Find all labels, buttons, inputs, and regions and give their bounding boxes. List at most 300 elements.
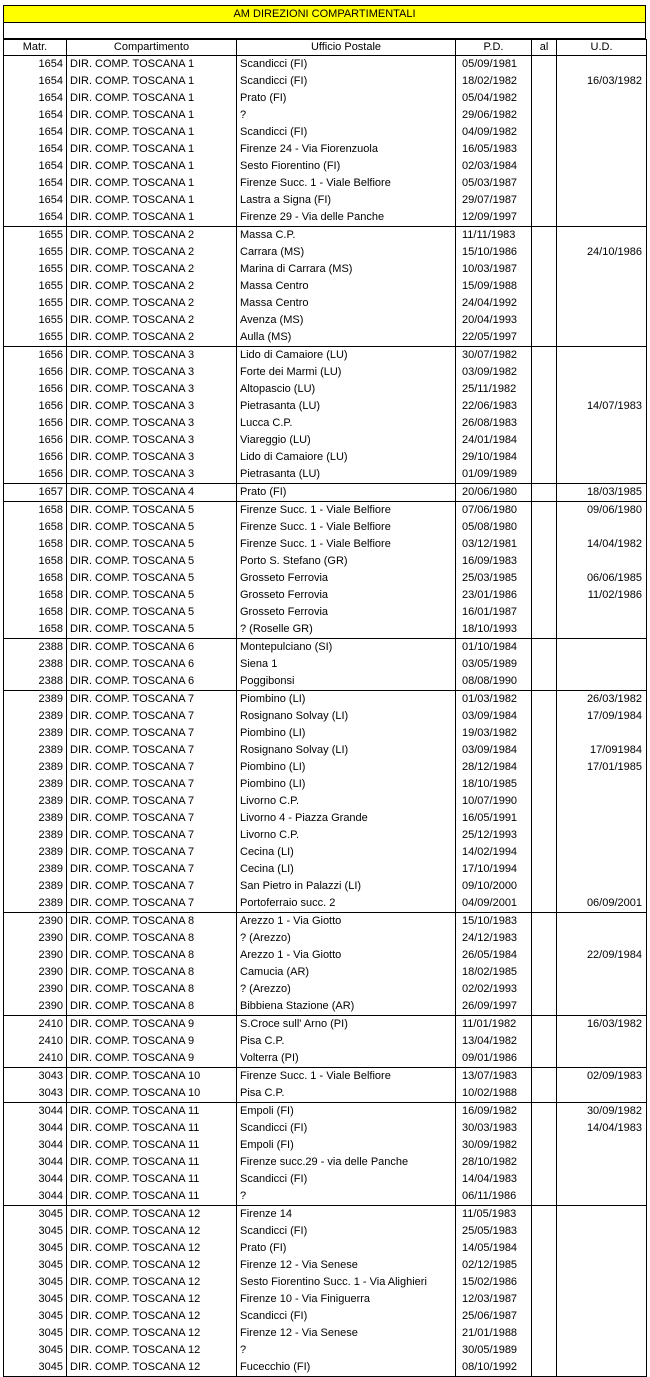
table-row	[4, 1085, 647, 1103]
cell-ufficio-postale: Firenze 12 - Via Senese	[237, 1325, 456, 1342]
cell-ud	[557, 930, 647, 947]
cell-pd: 16/09/1983	[456, 553, 532, 570]
cell-ud	[557, 107, 647, 124]
cell-ufficio-postale: Firenze succ.29 - via delle Panche	[237, 1154, 456, 1171]
cell-ufficio-postale: Firenze Succ. 1 - Viale Belfiore	[237, 1068, 456, 1086]
cell-matr: 1655	[4, 278, 67, 295]
cell-al	[532, 381, 557, 398]
cell-matr: 1655	[4, 227, 67, 245]
cell-ud: 14/04/1982	[557, 536, 647, 553]
table-row	[4, 1359, 647, 1377]
cell-al	[532, 1223, 557, 1240]
cell-al	[532, 553, 557, 570]
cell-ud: 06/09/2001	[557, 895, 647, 913]
cell-compartimento: DIR. COMP. TOSCANA 12	[67, 1240, 237, 1257]
cell-compartimento: DIR. COMP. TOSCANA 1	[67, 209, 237, 227]
cell-ufficio-postale: Prato (FI)	[237, 484, 456, 502]
cell-matr: 3045	[4, 1308, 67, 1325]
cell-matr: 2390	[4, 947, 67, 964]
cell-compartimento: DIR. COMP. TOSCANA 2	[67, 295, 237, 312]
cell-ufficio-postale: Lastra a Signa (FI)	[237, 192, 456, 209]
table-row	[4, 639, 647, 657]
table-row	[4, 998, 647, 1016]
cell-pd: 25/06/1987	[456, 1308, 532, 1325]
table-row	[4, 1223, 647, 1240]
cell-matr: 3045	[4, 1342, 67, 1359]
cell-pd: 14/04/1983	[456, 1171, 532, 1188]
cell-ud	[557, 827, 647, 844]
table-row	[4, 329, 647, 347]
cell-al	[532, 415, 557, 432]
cell-ud	[557, 553, 647, 570]
cell-compartimento: DIR. COMP. TOSCANA 5	[67, 536, 237, 553]
cell-ufficio-postale: ? (Roselle GR)	[237, 621, 456, 639]
table-row	[4, 432, 647, 449]
table-row	[4, 1274, 647, 1291]
blank-row	[3, 23, 646, 39]
table-row	[4, 810, 647, 827]
cell-matr: 1654	[4, 124, 67, 141]
cell-pd: 24/12/1983	[456, 930, 532, 947]
cell-compartimento: DIR. COMP. TOSCANA 6	[67, 673, 237, 691]
cell-al	[532, 1154, 557, 1171]
cell-compartimento: DIR. COMP. TOSCANA 5	[67, 553, 237, 570]
cell-ufficio-postale: Massa C.P.	[237, 227, 456, 245]
cell-al	[532, 261, 557, 278]
cell-matr: 2410	[4, 1033, 67, 1050]
table-row	[4, 895, 647, 913]
cell-ufficio-postale: Firenze 24 - Via Fiorenzuola	[237, 141, 456, 158]
cell-ud: 14/04/1983	[557, 1120, 647, 1137]
cell-al	[532, 861, 557, 878]
cell-al	[532, 295, 557, 312]
table-row	[4, 278, 647, 295]
cell-matr: 1656	[4, 381, 67, 398]
cell-compartimento: DIR. COMP. TOSCANA 8	[67, 998, 237, 1016]
cell-ud	[557, 1033, 647, 1050]
cell-ufficio-postale: Firenze 14	[237, 1206, 456, 1224]
cell-compartimento: DIR. COMP. TOSCANA 3	[67, 466, 237, 484]
table-row	[4, 878, 647, 895]
cell-compartimento: DIR. COMP. TOSCANA 2	[67, 244, 237, 261]
cell-ufficio-postale: Pietrasanta (LU)	[237, 398, 456, 415]
cell-ud	[557, 1291, 647, 1308]
cell-matr: 1655	[4, 261, 67, 278]
cell-pd: 07/06/1980	[456, 502, 532, 520]
cell-compartimento: DIR. COMP. TOSCANA 1	[67, 124, 237, 141]
cell-ufficio-postale: Piombino (LI)	[237, 759, 456, 776]
cell-pd: 26/08/1983	[456, 415, 532, 432]
cell-pd: 15/10/1986	[456, 244, 532, 261]
cell-matr: 2388	[4, 656, 67, 673]
cell-ud	[557, 158, 647, 175]
cell-ufficio-postale: Firenze Succ. 1 - Viale Belfiore	[237, 519, 456, 536]
cell-ud	[557, 466, 647, 484]
cell-matr: 1658	[4, 621, 67, 639]
table-row	[4, 1171, 647, 1188]
cell-ud	[557, 964, 647, 981]
table-row	[4, 364, 647, 381]
cell-ufficio-postale: Forte dei Marmi (LU)	[237, 364, 456, 381]
cell-compartimento: DIR. COMP. TOSCANA 7	[67, 827, 237, 844]
cell-compartimento: DIR. COMP. TOSCANA 11	[67, 1103, 237, 1121]
cell-al	[532, 827, 557, 844]
records-table	[3, 39, 647, 1377]
cell-al	[532, 312, 557, 329]
header-ufficio-postale: Ufficio Postale	[237, 40, 456, 56]
cell-pd: 01/09/1989	[456, 466, 532, 484]
cell-pd: 14/02/1994	[456, 844, 532, 861]
cell-compartimento: DIR. COMP. TOSCANA 3	[67, 432, 237, 449]
sheet-title: AM DIREZIONI COMPARTIMENTALI	[3, 5, 646, 23]
cell-pd: 29/10/1984	[456, 449, 532, 466]
cell-compartimento: DIR. COMP. TOSCANA 7	[67, 725, 237, 742]
table-row	[4, 502, 647, 520]
cell-matr: 3044	[4, 1103, 67, 1121]
cell-pd: 10/02/1988	[456, 1085, 532, 1103]
cell-compartimento: DIR. COMP. TOSCANA 1	[67, 158, 237, 175]
table-row	[4, 656, 647, 673]
cell-ufficio-postale: Arezzo 1 - Via Giotto	[237, 913, 456, 931]
cell-ud: 17/09/1984	[557, 708, 647, 725]
cell-compartimento: DIR. COMP. TOSCANA 2	[67, 261, 237, 278]
cell-pd: 24/01/1984	[456, 432, 532, 449]
cell-al	[532, 1359, 557, 1377]
cell-pd: 08/10/1992	[456, 1359, 532, 1377]
table-row	[4, 604, 647, 621]
cell-ud	[557, 1154, 647, 1171]
cell-al	[532, 158, 557, 175]
cell-ud	[557, 124, 647, 141]
table-row	[4, 1068, 647, 1086]
cell-ud	[557, 381, 647, 398]
cell-matr: 1657	[4, 484, 67, 502]
cell-ud	[557, 1359, 647, 1377]
cell-ufficio-postale: Livorno C.P.	[237, 793, 456, 810]
cell-ud	[557, 776, 647, 793]
cell-compartimento: DIR. COMP. TOSCANA 4	[67, 484, 237, 502]
cell-matr: 1656	[4, 364, 67, 381]
cell-al	[532, 484, 557, 502]
table-row	[4, 1206, 647, 1224]
cell-pd: 11/01/1982	[456, 1016, 532, 1034]
cell-compartimento: DIR. COMP. TOSCANA 8	[67, 913, 237, 931]
cell-ufficio-postale: Sesto Fiorentino Succ. 1 - Via Alighieri	[237, 1274, 456, 1291]
cell-ud	[557, 861, 647, 878]
cell-ufficio-postale: Piombino (LI)	[237, 725, 456, 742]
table-row	[4, 227, 647, 245]
cell-ud	[557, 725, 647, 742]
cell-pd: 26/09/1997	[456, 998, 532, 1016]
cell-compartimento: DIR. COMP. TOSCANA 10	[67, 1068, 237, 1086]
cell-compartimento: DIR. COMP. TOSCANA 3	[67, 449, 237, 466]
cell-matr: 2390	[4, 981, 67, 998]
cell-pd: 19/03/1982	[456, 725, 532, 742]
cell-compartimento: DIR. COMP. TOSCANA 8	[67, 981, 237, 998]
cell-ufficio-postale: Livorno 4 - Piazza Grande	[237, 810, 456, 827]
cell-al	[532, 844, 557, 861]
cell-ufficio-postale: Firenze 10 - Via Finiguerra	[237, 1291, 456, 1308]
cell-ufficio-postale: Livorno C.P.	[237, 827, 456, 844]
cell-al	[532, 570, 557, 587]
cell-ud	[557, 1085, 647, 1103]
cell-ud: 16/03/1982	[557, 73, 647, 90]
cell-ud	[557, 1171, 647, 1188]
table-row	[4, 1257, 647, 1274]
table-row	[4, 673, 647, 691]
cell-ud	[557, 656, 647, 673]
cell-pd: 29/07/1987	[456, 192, 532, 209]
cell-pd: 30/03/1983	[456, 1120, 532, 1137]
cell-ufficio-postale: ?	[237, 1342, 456, 1359]
cell-pd: 02/03/1984	[456, 158, 532, 175]
cell-matr: 2389	[4, 878, 67, 895]
cell-ufficio-postale: Pietrasanta (LU)	[237, 466, 456, 484]
cell-al	[532, 90, 557, 107]
cell-compartimento: DIR. COMP. TOSCANA 12	[67, 1342, 237, 1359]
cell-al	[532, 1342, 557, 1359]
cell-ufficio-postale: Scandicci (FI)	[237, 1308, 456, 1325]
cell-ufficio-postale: Altopascio (LU)	[237, 381, 456, 398]
cell-al	[532, 981, 557, 998]
cell-ud	[557, 878, 647, 895]
cell-matr: 1654	[4, 73, 67, 90]
cell-al	[532, 227, 557, 245]
cell-compartimento: DIR. COMP. TOSCANA 11	[67, 1120, 237, 1137]
cell-ud: 18/03/1985	[557, 484, 647, 502]
table-row	[4, 947, 647, 964]
cell-compartimento: DIR. COMP. TOSCANA 12	[67, 1308, 237, 1325]
cell-ud	[557, 1240, 647, 1257]
table-row	[4, 141, 647, 158]
cell-ud: 22/09/1984	[557, 947, 647, 964]
cell-al	[532, 1325, 557, 1342]
cell-matr: 1655	[4, 312, 67, 329]
cell-compartimento: DIR. COMP. TOSCANA 8	[67, 964, 237, 981]
cell-matr: 1656	[4, 415, 67, 432]
cell-pd: 22/05/1997	[456, 329, 532, 347]
cell-al	[532, 793, 557, 810]
cell-matr: 2389	[4, 776, 67, 793]
cell-compartimento: DIR. COMP. TOSCANA 1	[67, 175, 237, 192]
cell-ud	[557, 432, 647, 449]
cell-pd: 05/04/1982	[456, 90, 532, 107]
cell-compartimento: DIR. COMP. TOSCANA 12	[67, 1325, 237, 1342]
cell-al	[532, 209, 557, 227]
cell-compartimento: DIR. COMP. TOSCANA 11	[67, 1154, 237, 1171]
cell-pd: 10/03/1987	[456, 261, 532, 278]
cell-compartimento: DIR. COMP. TOSCANA 1	[67, 141, 237, 158]
cell-matr: 1654	[4, 56, 67, 74]
cell-matr: 2389	[4, 759, 67, 776]
table-row	[4, 244, 647, 261]
cell-pd: 08/08/1990	[456, 673, 532, 691]
cell-pd: 11/11/1983	[456, 227, 532, 245]
table-row	[4, 124, 647, 141]
cell-al	[532, 1308, 557, 1325]
cell-ud	[557, 913, 647, 931]
cell-ud	[557, 192, 647, 209]
cell-compartimento: DIR. COMP. TOSCANA 3	[67, 381, 237, 398]
cell-pd: 30/05/1989	[456, 1342, 532, 1359]
cell-matr: 1658	[4, 553, 67, 570]
cell-pd: 10/07/1990	[456, 793, 532, 810]
cell-compartimento: DIR. COMP. TOSCANA 12	[67, 1274, 237, 1291]
cell-al	[532, 759, 557, 776]
cell-matr: 1654	[4, 158, 67, 175]
cell-compartimento: DIR. COMP. TOSCANA 1	[67, 192, 237, 209]
cell-matr: 2389	[4, 793, 67, 810]
cell-matr: 2390	[4, 998, 67, 1016]
cell-ud	[557, 673, 647, 691]
table-row	[4, 175, 647, 192]
cell-ufficio-postale: Empoli (FI)	[237, 1137, 456, 1154]
cell-ud	[557, 793, 647, 810]
cell-pd: 25/05/1983	[456, 1223, 532, 1240]
table-row	[4, 466, 647, 484]
cell-pd: 03/05/1989	[456, 656, 532, 673]
cell-ud: 14/07/1983	[557, 398, 647, 415]
table-row	[4, 1291, 647, 1308]
cell-compartimento: DIR. COMP. TOSCANA 10	[67, 1085, 237, 1103]
cell-ud	[557, 295, 647, 312]
table-row	[4, 261, 647, 278]
header-al: al	[532, 40, 557, 56]
cell-ufficio-postale: Grosseto Ferrovia	[237, 604, 456, 621]
cell-pd: 25/12/1993	[456, 827, 532, 844]
cell-al	[532, 1068, 557, 1086]
cell-al	[532, 73, 557, 90]
table-row	[4, 1154, 647, 1171]
table-row	[4, 1188, 647, 1206]
cell-ud	[557, 604, 647, 621]
cell-ud	[557, 1342, 647, 1359]
cell-matr: 3045	[4, 1325, 67, 1342]
cell-ud	[557, 1257, 647, 1274]
cell-ud	[557, 1206, 647, 1224]
cell-ufficio-postale: Cecina (LI)	[237, 861, 456, 878]
cell-ufficio-postale: Grosseto Ferrovia	[237, 587, 456, 604]
cell-matr: 1658	[4, 502, 67, 520]
cell-ud	[557, 227, 647, 245]
cell-compartimento: DIR. COMP. TOSCANA 9	[67, 1016, 237, 1034]
cell-al	[532, 1291, 557, 1308]
cell-ufficio-postale: Cecina (LI)	[237, 844, 456, 861]
cell-ufficio-postale: ? (Arezzo)	[237, 930, 456, 947]
cell-compartimento: DIR. COMP. TOSCANA 12	[67, 1257, 237, 1274]
cell-matr: 1655	[4, 244, 67, 261]
cell-compartimento: DIR. COMP. TOSCANA 12	[67, 1206, 237, 1224]
cell-ud	[557, 415, 647, 432]
cell-pd: 03/12/1981	[456, 536, 532, 553]
cell-ufficio-postale: Massa Centro	[237, 278, 456, 295]
cell-ud: 30/09/1982	[557, 1103, 647, 1121]
cell-ufficio-postale: Arezzo 1 - Via Giotto	[237, 947, 456, 964]
table-row	[4, 587, 647, 604]
table-row	[4, 708, 647, 725]
cell-ufficio-postale: Scandicci (FI)	[237, 73, 456, 90]
cell-ufficio-postale: Bibbiena Stazione (AR)	[237, 998, 456, 1016]
cell-pd: 26/05/1984	[456, 947, 532, 964]
cell-matr: 2389	[4, 827, 67, 844]
table-row	[4, 519, 647, 536]
cell-matr: 2410	[4, 1016, 67, 1034]
cell-pd: 22/06/1983	[456, 398, 532, 415]
cell-al	[532, 913, 557, 931]
cell-pd: 18/10/1985	[456, 776, 532, 793]
cell-compartimento: DIR. COMP. TOSCANA 6	[67, 639, 237, 657]
cell-compartimento: DIR. COMP. TOSCANA 1	[67, 56, 237, 74]
table-row	[4, 1325, 647, 1342]
cell-al	[532, 398, 557, 415]
cell-pd: 21/01/1988	[456, 1325, 532, 1342]
table-row	[4, 930, 647, 947]
cell-al	[532, 56, 557, 74]
cell-matr: 1656	[4, 398, 67, 415]
cell-al	[532, 536, 557, 553]
cell-al	[532, 691, 557, 709]
cell-ufficio-postale: ? (Arezzo)	[237, 981, 456, 998]
cell-matr: 1656	[4, 432, 67, 449]
table-row	[4, 1137, 647, 1154]
cell-ud	[557, 1274, 647, 1291]
table-row	[4, 192, 647, 209]
cell-al	[532, 1016, 557, 1034]
cell-compartimento: DIR. COMP. TOSCANA 7	[67, 691, 237, 709]
cell-al	[532, 449, 557, 466]
cell-matr: 3045	[4, 1240, 67, 1257]
cell-ud	[557, 998, 647, 1016]
header-row	[4, 40, 647, 56]
cell-ufficio-postale: Firenze Succ. 1 - Viale Belfiore	[237, 175, 456, 192]
table-row	[4, 295, 647, 312]
cell-ufficio-postale: Portoferraio succ. 2	[237, 895, 456, 913]
cell-pd: 17/10/1994	[456, 861, 532, 878]
cell-ud	[557, 56, 647, 74]
cell-ud	[557, 347, 647, 365]
cell-pd: 28/10/1982	[456, 1154, 532, 1171]
cell-ufficio-postale: Lucca C.P.	[237, 415, 456, 432]
cell-ufficio-postale: Scandicci (FI)	[237, 124, 456, 141]
cell-pd: 13/07/1983	[456, 1068, 532, 1086]
cell-al	[532, 878, 557, 895]
table-row	[4, 742, 647, 759]
table-row	[4, 981, 647, 998]
cell-pd: 16/05/1991	[456, 810, 532, 827]
cell-matr: 1654	[4, 209, 67, 227]
cell-compartimento: DIR. COMP. TOSCANA 2	[67, 227, 237, 245]
cell-al	[532, 1085, 557, 1103]
cell-matr: 3043	[4, 1085, 67, 1103]
cell-ud	[557, 364, 647, 381]
cell-matr: 1658	[4, 604, 67, 621]
table-row	[4, 793, 647, 810]
cell-matr: 3044	[4, 1188, 67, 1206]
cell-pd: 15/02/1986	[456, 1274, 532, 1291]
cell-al	[532, 742, 557, 759]
cell-ud	[557, 519, 647, 536]
cell-matr: 1656	[4, 347, 67, 365]
cell-ud	[557, 449, 647, 466]
cell-compartimento: DIR. COMP. TOSCANA 5	[67, 502, 237, 520]
cell-compartimento: DIR. COMP. TOSCANA 11	[67, 1188, 237, 1206]
cell-pd: 28/12/1984	[456, 759, 532, 776]
cell-ufficio-postale: Volterra (PI)	[237, 1050, 456, 1068]
cell-al	[532, 1033, 557, 1050]
table-row	[4, 398, 647, 415]
cell-ufficio-postale: Lido di Camaiore (LU)	[237, 347, 456, 365]
cell-matr: 1656	[4, 449, 67, 466]
